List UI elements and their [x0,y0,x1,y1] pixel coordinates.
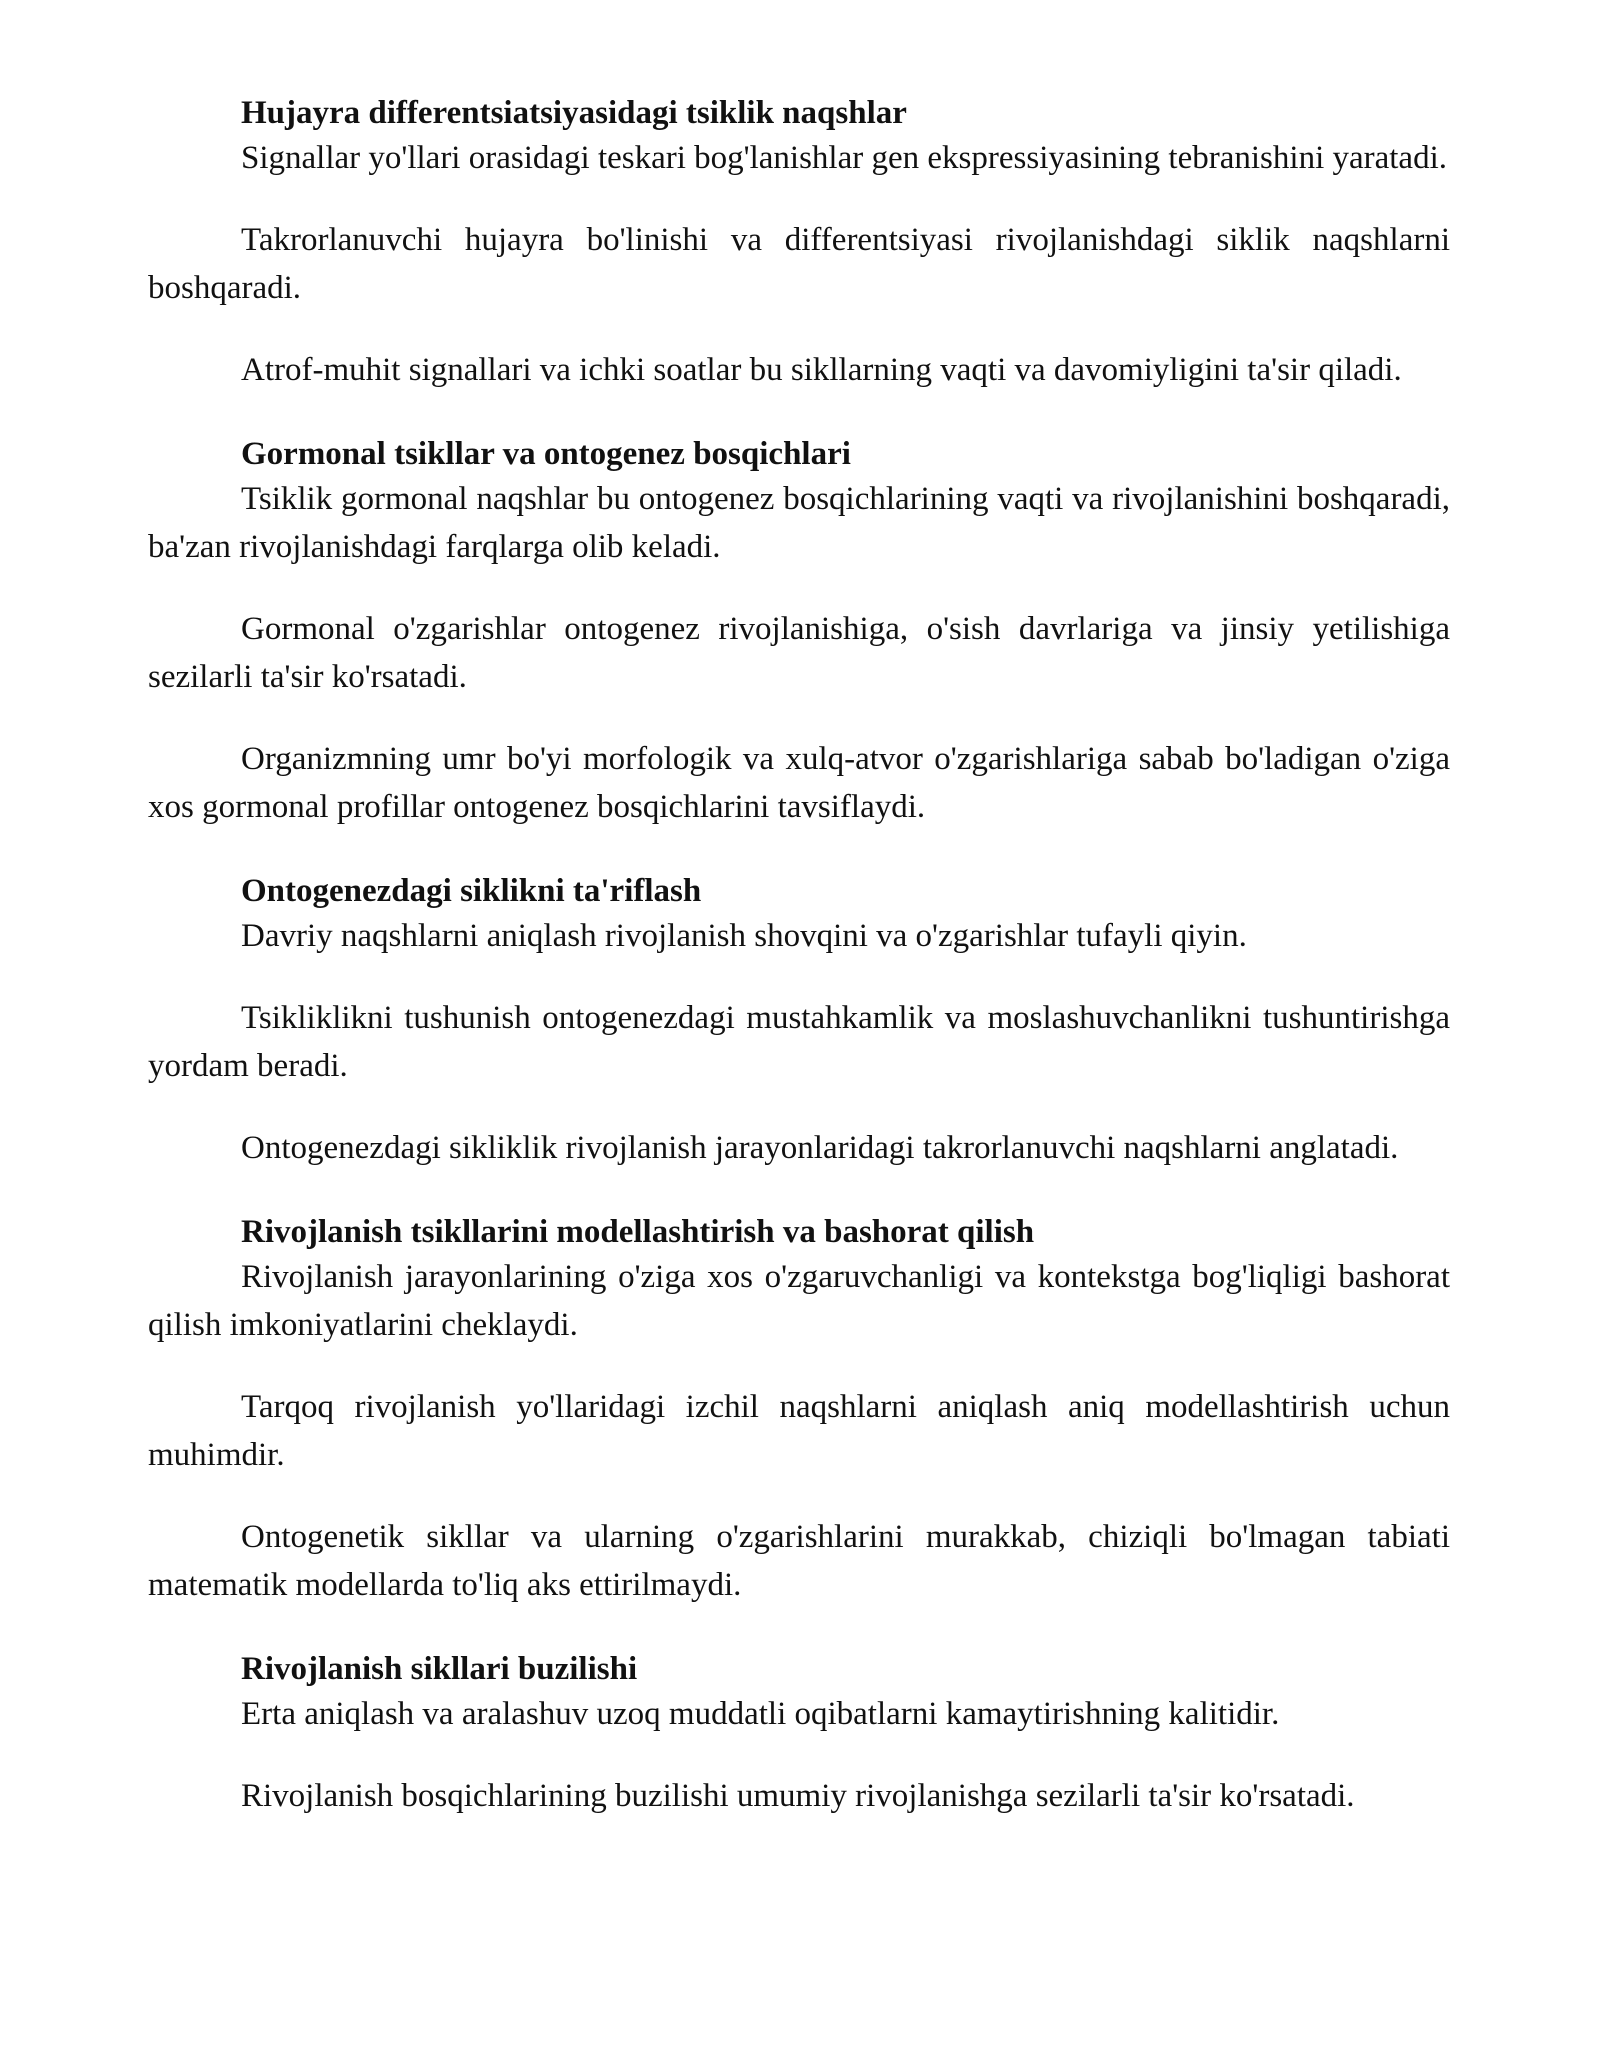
section-cell-differentiation [148,92,1450,394]
paragraph: Atrof-muhit signallari va ichki soatlar bu sikllarning vaqti va davomiyligini ta'sir qiladi. [241,352,1402,388]
section-heading: Hujayra differentsiatsiyasidagi tsiklik naqshlar [241,95,907,131]
paragraph: Ontogenezdagi sikliklik rivojlanish jarayonlaridagi takrorlanuvchi naqshlarni anglatadi. [241,1130,1399,1166]
section-heading: Rivojlanish tsikllarini modellashtirish va bashorat qilish [241,1214,1035,1250]
section-heading: Rivojlanish sikllari buzilishi [241,1651,638,1687]
paragraph: Organizmning umr bo'yi morfologik va xulq-atvor o'zgarishlariga sabab bo'ladigan o'ziga xos gormonal profillar ontogenez bosqichlarini tavsiflaydi. [148,741,1450,825]
paragraph: Tsiklik gormonal naqshlar bu ontogenez bosqichlarining vaqti va rivojlanishini boshqaradi, ba'zan rivojlanishdagi farqlarga olib keladi. [148,481,1450,565]
section-heading: Gormonal tsikllar va ontogenez bosqichlari [241,436,851,472]
paragraph: Rivojlanish jarayonlarining o'ziga xos o'zgaruvchanligi va kontekstga bog'liqligi bashorat qilish imkoniyatlarini cheklaydi. [148,1259,1450,1343]
section-heading: Ontogenezdagi siklikni ta'riflash [241,873,702,909]
paragraph: Erta aniqlash va aralashuv uzoq muddatli oqibatlarni kamaytirishning kalitidir. [241,1696,1280,1732]
section-hormonal-cycles [148,433,1450,831]
paragraph: Ontogenetik sikllar va ularning o'zgarishlarini murakkab, chiziqli bo'lmagan tabiati matematik modellarda to'liq aks ettirilmaydi. [148,1519,1450,1603]
paragraph: Tsikliklikni tushunish ontogenezdagi mustahkamlik va moslashuvchanlikni tushuntirishga yordam beradi. [148,1000,1450,1084]
section-ontogenesis-cyclicity [148,870,1450,1172]
paragraph: Davriy naqshlarni aniqlash rivojlanish shovqini va o'zgarishlar tufayli qiyin. [241,918,1247,954]
paragraph: Tarqoq rivojlanish yo'llaridagi izchil naqshlarni aniqlash aniq modellashtirish uchun muhimdir. [148,1389,1450,1473]
paragraph: Signallar yo'llari orasidagi teskari bog'lanishlar gen ekspressiyasining tebranishini yaratadi. [241,140,1447,176]
paragraph: Rivojlanish bosqichlarining buzilishi umumiy rivojlanishga sezilarli ta'sir ko'rsatadi. [241,1778,1355,1814]
paragraph: Gormonal o'zgarishlar ontogenez rivojlanishiga, o'sish davrlariga va jinsiy yetilishiga sezilarli ta'sir ko'rsatadi. [148,611,1450,695]
section-modeling-prediction [148,1211,1450,1609]
paragraph: Takrorlanuvchi hujayra bo'linishi va differentsiyasi rivojlanishdagi siklik naqshlarni boshqaradi. [148,222,1450,306]
section-cycle-disruption [148,1648,1450,1820]
document-page [148,92,1450,1859]
